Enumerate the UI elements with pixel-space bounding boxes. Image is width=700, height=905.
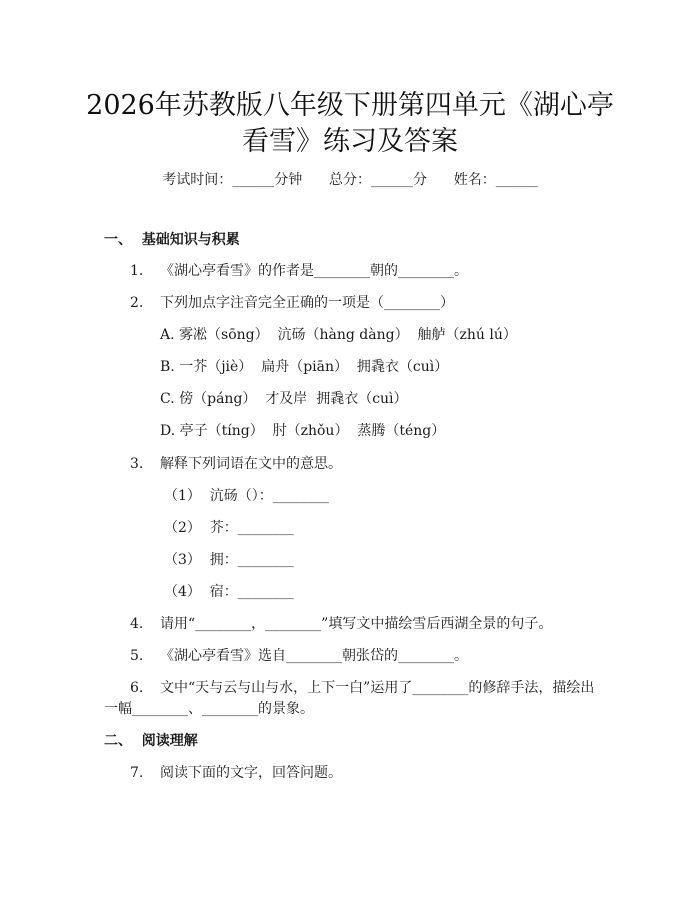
question-text: 下列加点字注音完全正确的一项是（________）	[160, 295, 454, 311]
sub-item-1: （1） 沆砀（）：________	[164, 488, 329, 504]
sub-item-3: （3） 拥：________	[164, 552, 294, 568]
question-text: 阅读下面的文字，回答问题。	[160, 765, 342, 781]
question-text: 《湖心亭看雪》的作者是________朝的________。	[160, 263, 468, 279]
document-title-line-2: 看雪》练习及答案	[242, 126, 458, 157]
question-text-line-1: 文中“天与云与山与水，上下一白”运用了________的修辞手法，描绘出	[160, 680, 595, 696]
question-number: 3.	[130, 456, 144, 472]
question-text: 请用“________，________”填写文中描绘雪后西湖全景的句子。	[160, 616, 553, 632]
question-number: 7.	[130, 765, 144, 781]
document-title-line-1: 2026年苏教版八年级下册第四单元《湖心亭	[86, 90, 614, 121]
question-text: 解释下列词语在文中的意思。	[160, 456, 342, 472]
question-text: 《湖心亭看雪》选自________朝张岱的________。	[160, 648, 468, 664]
option-a: A. 雾凇（sōng） 沆砀（hàng dàng） 舳舻（zhú lú）	[160, 327, 517, 343]
option-d: D. 亭子（tíng） 肘（zhǒu） 蒸腾（téng）	[160, 423, 446, 439]
question-number: 5.	[130, 648, 144, 664]
question-number: 4.	[130, 616, 144, 632]
section-heading-reading: 二、 阅读理解	[104, 733, 198, 749]
sub-item-4: （4） 宿：________	[164, 584, 294, 600]
exam-meta-info: 考试时间：______分钟 总分：______分 姓名：______	[162, 172, 538, 188]
question-text-line-2: 一幅________、________的景象。	[104, 701, 314, 717]
sub-item-2: （2） 芥：________	[164, 520, 294, 536]
section-heading-basic-knowledge: 一、 基础知识与积累	[104, 232, 240, 248]
option-b: B. 一芥（jiè） 扁舟（piān） 拥毳衣（cuì）	[160, 359, 449, 375]
option-c: C. 傍（páng） 才及岸 拥毳衣（cuì）	[160, 391, 408, 407]
question-number: 1.	[130, 263, 144, 279]
question-number: 2.	[130, 295, 144, 311]
question-number: 6.	[130, 680, 144, 696]
